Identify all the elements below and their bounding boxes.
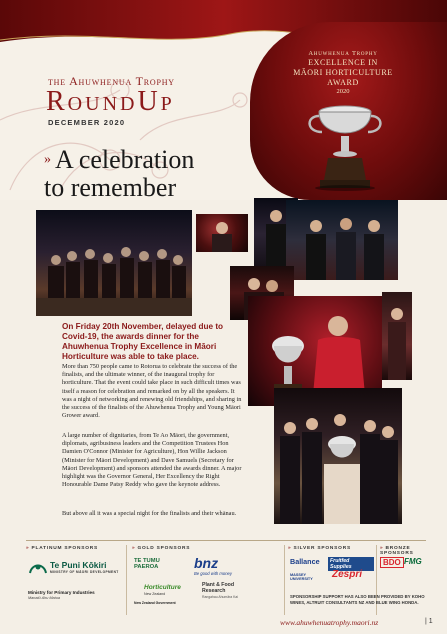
plant-food-research-logo: Plant & Food Research xyxy=(202,582,234,594)
article-lead: On Friday 20th November, delayed due to Covid-19, the awards dinner for the Ahuwhenua Trophy Excellence in Māori Horticulture was able to take place. xyxy=(62,322,224,361)
fruitfed-logo: Fruitfed Supplies xyxy=(328,557,374,571)
series-title: the Ahuwhenua Trophy xyxy=(48,74,175,88)
silver-sponsors: » SILVER SPONSORS Ballance Fruitfed Supplies MASSEY UNIVERSITY Zespri xyxy=(288,541,374,617)
headline-line1: A celebration xyxy=(55,145,195,174)
trophy-caption-year: 2020 xyxy=(336,88,350,95)
mpi-sub: Manatū Ahu Matua xyxy=(28,596,60,600)
sponsors-panel xyxy=(26,540,426,616)
trophy-caption xyxy=(268,50,418,95)
horticulture-nz-sub: New Zealand xyxy=(144,592,166,596)
chevron-icon: » xyxy=(44,152,51,167)
headline-line2: to remember xyxy=(44,173,177,200)
fmg-logo: FMG xyxy=(404,557,422,566)
photo-guest-side xyxy=(382,292,412,380)
article-paragraph-2: A large number of dignitaries, from Te Ao Māori, the government, diplomats, agribusiness leaders and the Competition Trustees Hon Damien O'Connor (Minister for Agriculture), Hon Willie Jackson (Minister for Māori Development) and Dave Samuels (Secretary for Māori Development) and sponsors attended the awards dinner. A major highlight was the Governor General, Her Excellency the Right Honourable Dame Patsy Reddy who gave the keynote address. xyxy=(62,432,242,489)
bronze-sponsors: » BRONZE SPONSORS BDO FMG xyxy=(380,546,422,567)
trophy-caption-line2: EXCELLENCE IN xyxy=(308,58,378,67)
photo-crowd-celebration xyxy=(36,210,192,316)
trophy-caption-line4: AWARD xyxy=(327,78,359,87)
page-number xyxy=(425,618,433,625)
mpi-logo: Ministry for Primary Industries xyxy=(28,590,95,595)
bdo-logo: BDO xyxy=(380,557,404,568)
trophy-icon xyxy=(300,100,390,192)
te-tumu-paeroa-logo: TE TUMU PAEROA xyxy=(134,558,160,571)
website-link[interactable]: www.ahuwhenuatrophy.maori.nz xyxy=(280,618,379,627)
nz-government-logo: New Zealand Government xyxy=(134,601,176,605)
gold-title: GOLD SPONSORS xyxy=(137,546,191,551)
trophy-caption-line3: MĀORI HORTICULTURE xyxy=(293,68,393,77)
photo-award-presentation xyxy=(286,200,398,280)
sponsorship-note: SPONSORSHIP SUPPORT HAS ALSO BEEN PROVIDED BY KOHO WINES, ALTRUIT CONSULTANTS NZ AND BLUE WING HONDA. xyxy=(290,594,425,605)
bnz-tagline: Be good with money xyxy=(194,571,232,576)
bnz-logo: bnz xyxy=(194,555,219,571)
silver-title: SILVER SPONSORS xyxy=(293,546,351,551)
page-separator: | xyxy=(425,618,427,625)
ballance-logo: Ballance xyxy=(290,557,320,566)
issue-date: DECEMBER 2020 xyxy=(48,118,126,127)
massey-logo: MASSEY UNIVERSITY xyxy=(290,573,313,582)
article-paragraph-1: More than 750 people came to Rotorua to celebrate the success of the finalists, and the ultimate winner, of the inaugural trophy for horticulture. That the event could take place in such difficult times was itself a reason for celebration and remarked on by all the speakers. It was a night of networking and renewing old friendships, and sharing in the success of the finalists of the Ahuwhenua Trophy and Young Māori Grower award. xyxy=(62,363,242,420)
te-puni-kokiri-sub: MINISTRY OF MĀORI DEVELOPMENT xyxy=(50,570,119,574)
page-number-value: 1 xyxy=(428,618,433,625)
te-puni-kokiri-logo: Te Puni Kōkiri xyxy=(50,560,107,570)
platinum-sponsors: » PLATINUM SPONSORS Te Puni Kōkiri MINISTRY OF MĀORI DEVELOPMENT Ministry for Primary Industries Manatū Ahu Matua xyxy=(26,546,119,600)
masthead xyxy=(0,0,447,200)
plant-food-research-sub: Rangahau Ahumāra Kai xyxy=(202,595,239,599)
bronze-title: BRONZE SPONSORS xyxy=(380,546,414,556)
platinum-title: PLATINUM SPONSORS xyxy=(31,546,99,551)
trophy-caption-line1: Ahuwhenua Trophy xyxy=(308,50,378,57)
sponsor-divider xyxy=(284,545,285,615)
article-paragraph-3: But above all it was a special night for the finalists and their whānau. xyxy=(62,510,237,517)
gold-sponsors: » GOLD SPONSORS TE TUMU PAEROA bnz Be good with money Horticulture New Zealand Plant & Food Research Rangahau Ahumāra Kai New Zealand Government xyxy=(132,541,282,617)
zespri-logo: Zespri xyxy=(332,569,363,580)
photo-winners-group xyxy=(274,388,402,524)
headline xyxy=(44,146,194,200)
horticulture-nz-logo: Horticulture xyxy=(144,584,181,591)
photo-guest xyxy=(196,214,248,252)
sponsor-divider xyxy=(126,545,127,615)
newsletter-title: RoundUp xyxy=(46,86,175,117)
te-puni-kokiri-logo-icon xyxy=(28,559,48,575)
